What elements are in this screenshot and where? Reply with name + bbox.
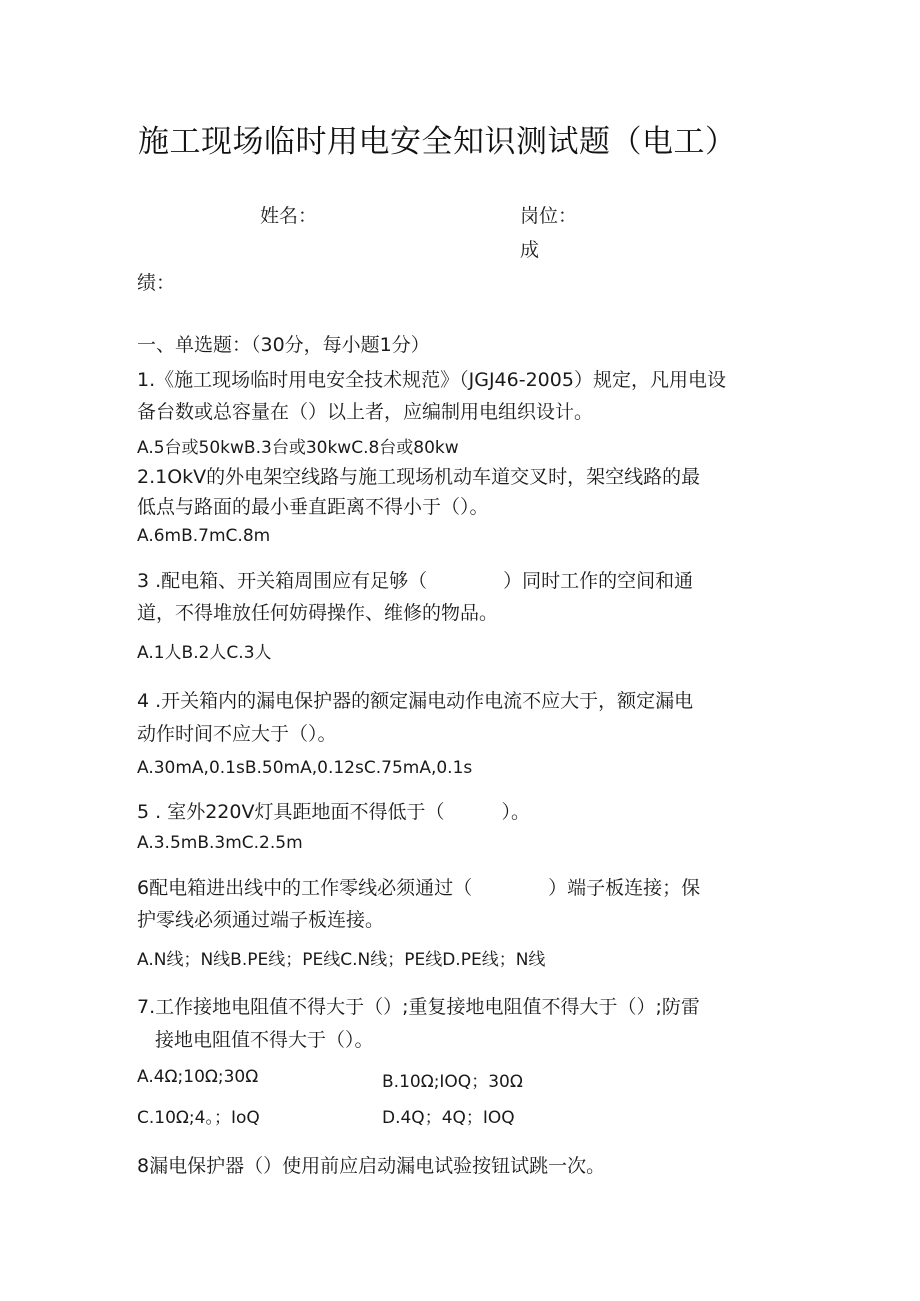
question-1-options: A.5台或50kwB.3台或30kwC.8台或80kw (137, 438, 459, 458)
score-label-part1: 成 (520, 239, 540, 261)
question-1-line2: 备台数或总容量在（）以上者，应编制用电组织设计。 (137, 401, 594, 423)
post-label: 岗位： (520, 205, 578, 227)
question-8-line1: 8漏电保护器（）使用前应启动漏电试验按钮试跳一次。 (137, 1155, 606, 1177)
question-7-option-a: A.4Ω;10Ω;30Ω (137, 1067, 259, 1087)
question-4-line2: 动作时间不应大于（）。 (137, 723, 337, 745)
question-6-line2: 护零线必须通过端子板连接。 (137, 909, 385, 931)
question-1-line1: 1.《施工现场临时用电安全技术规范》（JGJ46-2005）规定，凡用电设 (137, 369, 726, 391)
question-4-line1: 4 .开关箱内的漏电保护器的额定漏电动作电流不应大于，额定漏电 (137, 690, 694, 712)
question-4-options: A.30mA,0.1sB.50mA,0.12sC.75mA,0.1s (137, 758, 473, 778)
question-2-line1: 2.1OkV的外电架空线路与施工现场机动车道交叉时，架空线路的最 (137, 466, 701, 488)
question-5-line1: 5 . 室外220V灯具距地面不得低于（ ）。 (137, 801, 530, 823)
page-title: 施工现场临时用电安全知识测试题（电工） (138, 124, 737, 160)
question-3-options: A.1人B.2人C.3人 (137, 643, 272, 663)
question-3-line2: 道，不得堆放任何妨碍操作、维修的物品。 (137, 602, 499, 624)
question-6-line1: 6配电箱进出线中的工作零线必须通过（ ）端子板连接；保 (137, 877, 701, 899)
question-2-options: A.6mB.7mC.8m (137, 526, 271, 546)
question-2-line2: 低点与路面的最小垂直距离不得小于（）。 (137, 496, 489, 518)
question-6-options: A.N线；N线B.PE线；PE线C.N线；PE线D.PE线；N线 (137, 950, 546, 970)
question-7-option-b: B.10Ω;IOQ；30Ω (382, 1072, 523, 1092)
question-7-line2: 接地电阻值不得大于（）。 (155, 1029, 374, 1051)
score-label-part2: 绩： (137, 272, 176, 294)
name-label: 姓名： (260, 205, 318, 227)
question-7-option-d: D.4Q；4Q；IOQ (382, 1108, 515, 1128)
question-5-options: A.3.5mB.3mC.2.5m (137, 833, 303, 853)
question-7-option-c: C.10Ω;4。；IoQ (137, 1108, 260, 1128)
section-heading: 一、单选题：（30分，每小题1分） (137, 334, 430, 356)
question-3-line1: 3 .配电箱、开关箱周围应有足够（ ）同时工作的空间和通 (137, 570, 694, 592)
question-7-line1: 7.工作接地电阻值不得大于（）;重复接地电阻值不得大于（）;防雷 (137, 996, 700, 1018)
